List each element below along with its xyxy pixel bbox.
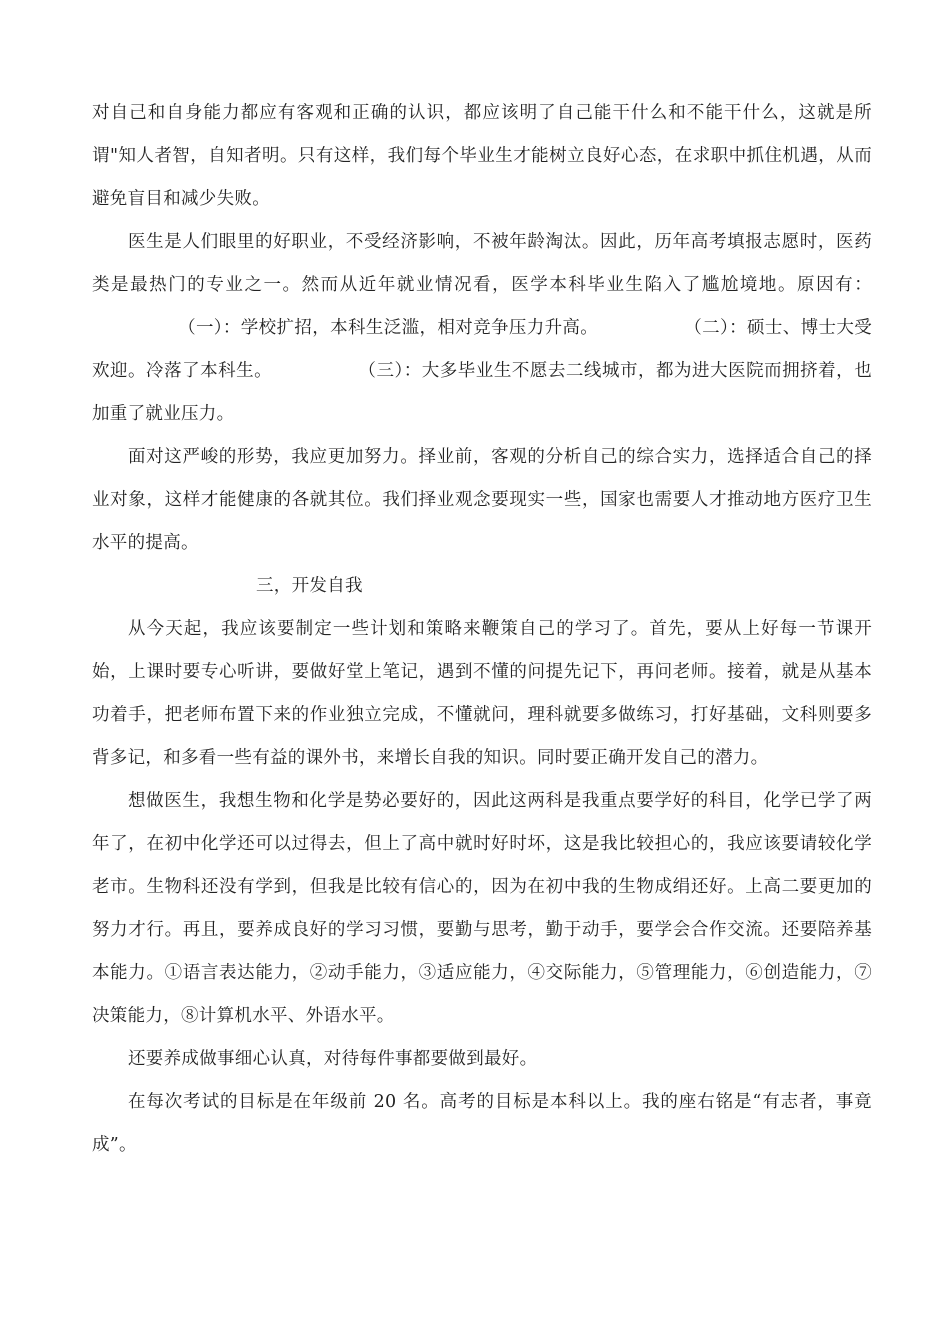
reason-item-3: （三）：大多毕业生不愿去二线城市，都为进大医院而拥挤着，也加重了就业压力。	[92, 361, 873, 424]
paragraph-goals: 在每次考试的目标是在年级前 20 名。高考的目标是本科以上。我的座右铭是“有志者，事竟成”。	[92, 1092, 872, 1155]
reason-item-1: （一）：学校扩招，本科生泛滥，相对竞争压力升高。	[178, 318, 599, 338]
section-heading: 三，开发自我	[256, 576, 363, 596]
paragraph-study-plan: 从今天起，我应该要制定一些计划和策略来鞭策自己的学习了。首先，要从上好每一节课开始，上课时要专心听讲，要做好堂上笔记，遇到不懂的问提先记下，再问老师。接着，就是从基本功着手，把老师布置下来的作业独立完成，不懂就问，理科就要多做练习，打好基础，文科则要多背多记，和多看一些有益的课外书，来增长自我的知识。同时要正确开发自己的潜力。	[92, 619, 872, 768]
paragraph-lead: 医生是人们眼里的好职业，不受经济影响，不被年龄淘汰。因此，历年高考填报志愿时，医药类是最热门的专业之一。然而从近年就业情况看，医学本科毕业生陷入了尴尬境地。原因有：	[92, 232, 872, 295]
paragraph-situation: 面对这严峻的形势，我应更加努力。择业前，客观的分析自己的综合实力，选择适合自己的择业对象，这样才能健康的各就其位。我们择业观念要现实一些，国家也需要人才推动地方医疗卫生水平的提高。	[92, 447, 872, 553]
paragraph-subjects: 想做医生，我想生物和化学是势必要好的，因此这两科是我重点要学好的科目，化学已学了两年了，在初中化学还可以过得去，但上了高中就时好时坏，这是我比较担心的，我应该要请较化学老市。生物科还没有学到，但我是比较有信心的，因为在初中我的生物成绢还好。上高二要更加的努力才行。再且，要养成良好的学习习惯，要勤与思考，勤于动手，要学会合作交流。还要陪养基本能力。①语言表达能力，②动手能力，③适应能力，④交际能力，⑤管理能力，⑥创造能力，⑦决策能力，⑧计算机水平、外语水平。	[92, 791, 872, 1026]
reason-item-2: （二）：硕士、博士大受欢迎。冷落了本科生。	[92, 318, 872, 381]
paragraph-self-knowledge: 对自己和自身能力都应有客观和正确的认识，都应该明了自己能干什么和不能干什么，这就是所谓"知人者智，自知者明。只有这样，我们每个毕业生才能树立良好心态，在求职中抓住机遇，从而避免盲目和减少失败。	[92, 103, 872, 209]
paragraph-habits: 还要养成做事细心认真，对待每件事都要做到最好。	[128, 1049, 538, 1069]
document-page	[92, 92, 872, 1167]
paragraph-medical-employment	[92, 221, 872, 436]
